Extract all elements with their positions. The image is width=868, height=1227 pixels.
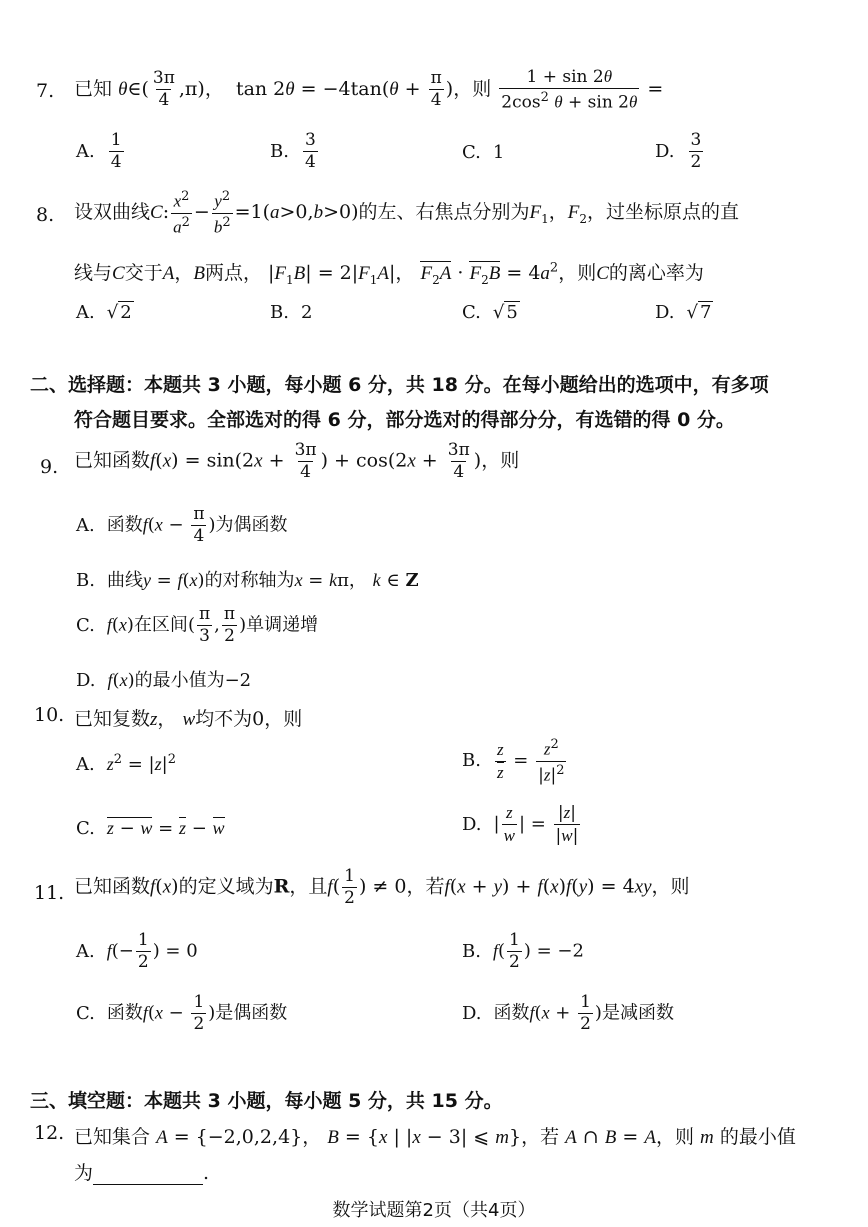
question-8-line1: 设双曲线C: $\frac{x^2}{a^2}$ − $\frac{y^2}{b^2}$ =1(a>0,b>0)的左、右焦点分别为$F_1$，$F_2$，过坐标原点的直: [74, 189, 740, 237]
option-b[interactable]: B. 曲线y = f(x)的对称轴为x = kπ， k ∈ Z: [76, 570, 419, 591]
option-d[interactable]: D. $\frac{3}{2}$: [655, 130, 702, 172]
question-12-line2: 为 .: [74, 1162, 210, 1184]
option-a[interactable]: A. $z^2 = |z|^2$: [76, 752, 176, 775]
option-b[interactable]: B. $\frac{3}{4}$: [270, 130, 316, 172]
section-2-heading: 二、选择题：本题共 3 小题，每小题 6 分，共 18 分。在每小题给出的选项中，有多项: [30, 374, 769, 396]
stem-text: ，: [204, 77, 224, 100]
option-b[interactable]: B. $\frac{z}{z}$ = $\frac{z^2}{|z|^2}$: [462, 737, 565, 786]
stem-text: 已知: [74, 77, 113, 100]
question-number: 11.: [34, 882, 65, 904]
option-a[interactable]: A. $\frac{1}{4}$: [76, 130, 122, 172]
section-3-heading: 三、填空题：本题共 3 小题，每小题 5 分，共 15 分。: [30, 1090, 503, 1112]
question-number: 7.: [36, 80, 55, 102]
option-b[interactable]: B. f( $\frac{1}{2}$ ) = −2: [462, 930, 584, 972]
question-10-stem: 已知复数z， w均不为0，则: [74, 708, 303, 730]
question-12-stem: 已知集合 A = {−2,0,2,4}， B = {x | |x − 3| ⩽ m}，若 A ∩ B = A，则 m 的最小值: [74, 1126, 796, 1148]
option-b[interactable]: B. 2: [270, 302, 313, 323]
question-number: 9.: [40, 456, 59, 478]
question-8-line2: 线与C交于A，B两点， $|F_1B| = 2|F_1A|$， $F_2A \cdot F_2B = 4a^2$，则C的离心率为: [74, 260, 704, 287]
option-c[interactable]: C. f(x)在区间( $\frac{\pi}{3}$ , $\frac{\pi}{2}$ )单调递增: [76, 604, 319, 646]
option-c[interactable]: C. 1: [462, 142, 505, 163]
question-number: 12.: [34, 1122, 65, 1144]
option-a[interactable]: A. 函数f(x − $\frac{\pi}{4}$ )为偶函数: [76, 504, 288, 546]
option-c[interactable]: C. z − w = z − w: [76, 818, 225, 839]
question-9-stem: 已知函数f(x) = sin(2x + $\frac{3\pi}{4}$ ) + cos(2x + $\frac{3\pi}{4}$ )，则: [74, 440, 520, 482]
section-2-heading-line2: 符合题目要求。全部选对的得 6 分，部分选对的得部分分，有选错的得 0 分。: [74, 409, 735, 431]
option-d[interactable]: D. f(x)的最小值为−2: [76, 670, 252, 691]
option-d[interactable]: D. 函数f(x + $\frac{1}{2}$ )是减函数: [462, 992, 674, 1034]
option-c[interactable]: C. 函数f(x − $\frac{1}{2}$ )是偶函数: [76, 992, 288, 1034]
option-d[interactable]: D. √ 7: [655, 302, 712, 323]
question-11-stem: 已知函数f(x)的定义域为R，且f( $\frac{1}{2}$ ) ≠ 0，若f(x + y) + f(x)f(y) = 4xy，则: [74, 866, 690, 908]
stem-text: ，则: [453, 77, 492, 100]
answer-blank[interactable]: [93, 1166, 203, 1185]
question-number: 10.: [34, 704, 65, 726]
option-d[interactable]: D. | $\frac{z}{w}$ | = $\frac{|z|}{|w|}$: [462, 803, 579, 846]
option-c[interactable]: C. √ 5: [462, 302, 518, 323]
question-7-stem: 已知 θ∈( $\frac{3\pi}{4}$ ,π)， tan 2θ = −4tan(θ + $\frac{\pi}{4}$ )，则 $\frac{1 + \sin 2\theta}{2\cos^2 \theta + \sin 2\theta}$ =: [74, 67, 664, 113]
page-footer: 数学试题第2页（共4页）: [332, 1200, 536, 1221]
question-number: 8.: [36, 204, 55, 226]
option-a[interactable]: A. f(− $\frac{1}{2}$ ) = 0: [76, 930, 198, 972]
option-a[interactable]: A. √ 2: [76, 302, 132, 323]
